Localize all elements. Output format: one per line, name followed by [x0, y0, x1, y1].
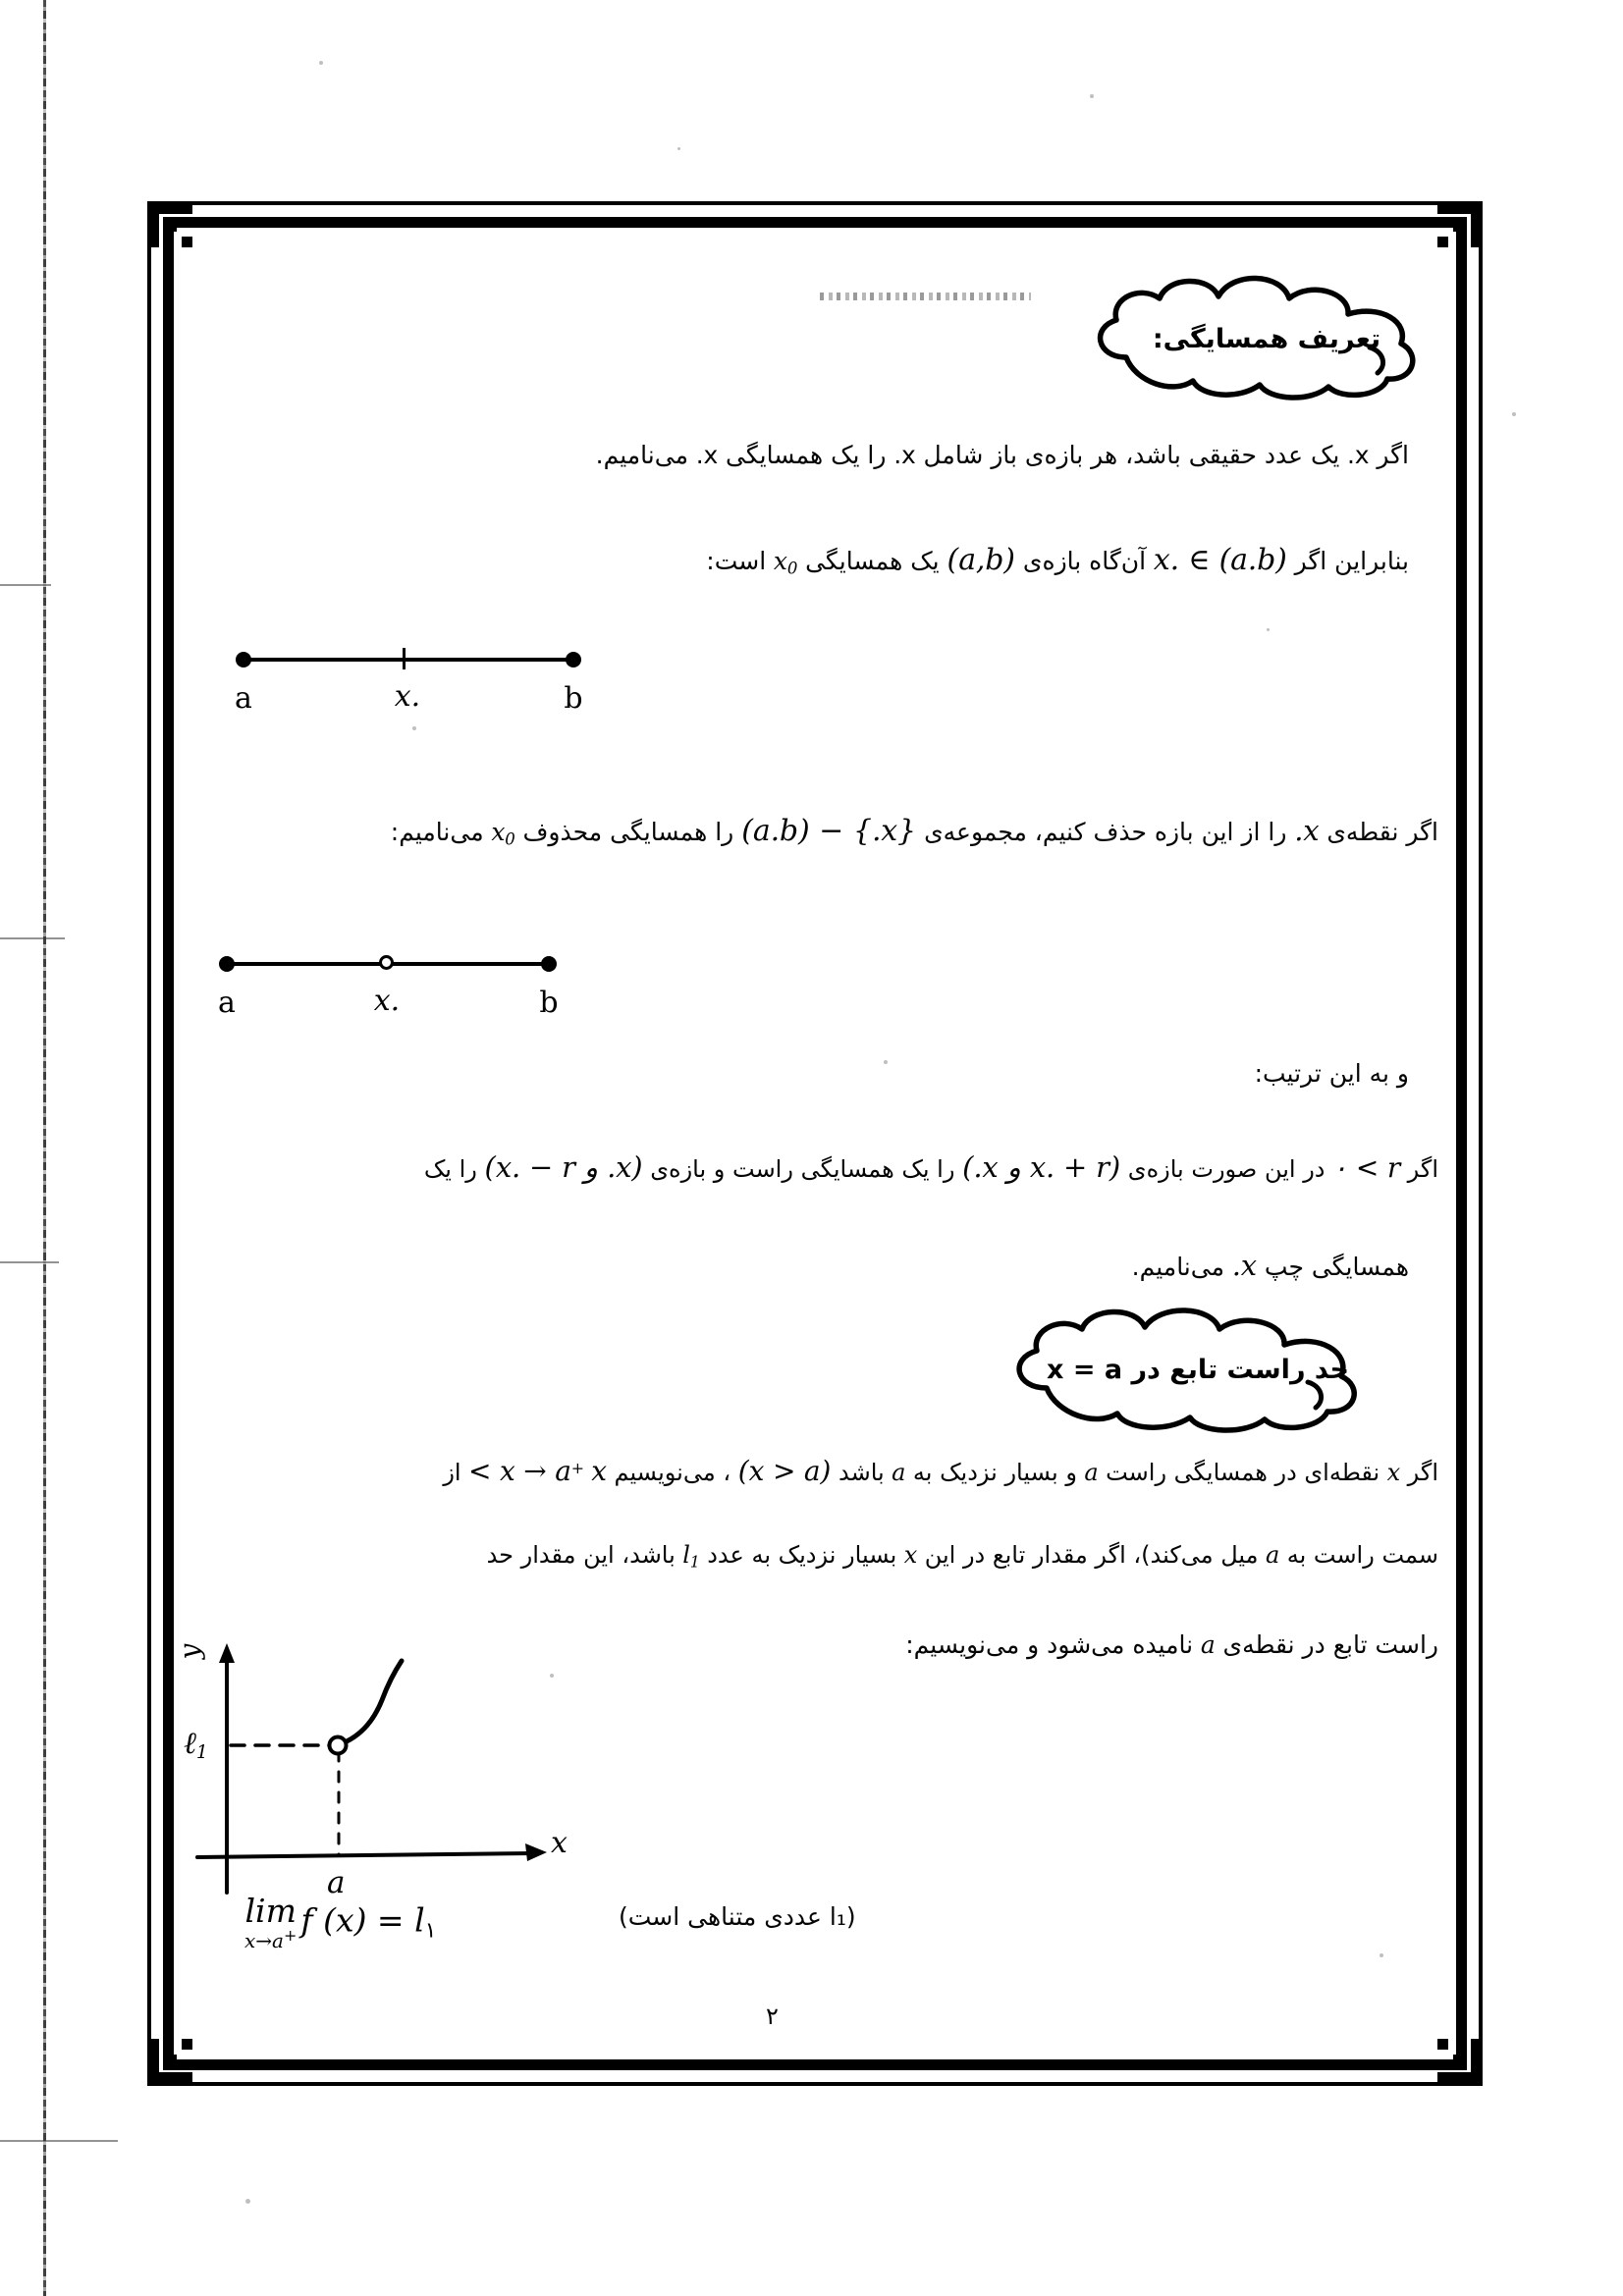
numberline-endpoint-b-dot	[566, 652, 581, 667]
p8-l-sub: 1	[689, 1552, 700, 1572]
numberline-label-a: a	[235, 681, 252, 716]
p5-r-condition: r > ٠	[1332, 1151, 1401, 1184]
limit-body: f (x) = l	[300, 1900, 425, 1940]
paragraph-right-limit-def-1	[191, 1445, 1438, 1497]
scan-tick	[0, 937, 65, 939]
numberline-deleted-neighborhood	[219, 942, 612, 1031]
numberline-label-b: b	[564, 681, 583, 716]
p8-b: میل می‌کند)، اگر مقدار تابع در این	[924, 1541, 1259, 1569]
p5-c: را یک همسایگی راست و بازه‌ی	[650, 1155, 955, 1183]
p8-d: باشد، این مقدار حد	[486, 1541, 676, 1569]
scan-edge-artifact	[43, 0, 46, 2296]
limit-body-sub: ۱	[424, 1918, 437, 1944]
p2-x0: x	[773, 547, 787, 575]
paragraph-left-right-neighborhood	[191, 1141, 1438, 1195]
p6-a: همسایگی چپ	[1264, 1253, 1409, 1281]
numberline-endpoint-a-dot	[219, 956, 235, 972]
paragraph-1-text: اگر x. یک عدد حقیقی باشد، هر بازه‌ی باز شامل x. را یک همسایگی x. می‌نامیم.	[595, 441, 1409, 469]
numberline-open-interval	[236, 638, 628, 726]
paragraph-deleted-neighborhood	[191, 803, 1438, 859]
p6-b: می‌نامیم.	[1131, 1253, 1224, 1281]
p3-x0: x	[491, 818, 506, 846]
p2-x0-sub: 0	[786, 559, 798, 578]
p5-b: در این صورت بازه‌ی	[1127, 1155, 1325, 1183]
graph-canvas	[170, 1629, 582, 1924]
p3-d: می‌نامیم:	[390, 818, 484, 846]
p7-a3: a	[892, 1459, 906, 1486]
p3-x0-sub: 0	[505, 829, 515, 849]
numberline-segment	[242, 658, 573, 662]
frame-corner-top-left	[149, 204, 192, 247]
p3-x: x.	[1294, 814, 1320, 847]
callout-right-limit-label: حد راست تابع در x = a	[1047, 1355, 1349, 1385]
paragraph-neighborhood-definition	[191, 432, 1409, 479]
paragraph-right-limit-def-2	[191, 1533, 1438, 1578]
scan-speck	[1090, 94, 1094, 98]
frame-corner-bottom-right	[1437, 2039, 1481, 2082]
figure-right-limit-graph	[170, 1629, 582, 1924]
p2-math-interval: (a,b)	[947, 543, 1015, 577]
p7-x: x	[1386, 1459, 1401, 1486]
limit-word: lim	[244, 1892, 297, 1930]
p2-end: است:	[706, 547, 767, 575]
numberline-label-x0: x.	[373, 984, 401, 1018]
p7-a: اگر	[1407, 1459, 1438, 1486]
p4-text: و به این ترتیب:	[1254, 1059, 1409, 1088]
page-content	[173, 245, 1438, 2042]
p5-d: را یک	[423, 1155, 477, 1183]
p5-a: اگر	[1407, 1155, 1438, 1183]
scan-tick	[0, 584, 51, 586]
numberline-endpoint-a-dot	[236, 652, 251, 667]
scan-smudge-header	[820, 293, 1031, 300]
p7-d: باشد	[839, 1459, 885, 1486]
p8-l: l	[682, 1541, 690, 1569]
open-circle-point	[330, 1737, 347, 1754]
p9-a: راست تابع در نقطه‌ی	[1222, 1630, 1438, 1659]
page-number: ۲	[766, 2002, 779, 2030]
p2-post: یک همسایگی	[805, 547, 940, 575]
x-axis-arrowhead	[525, 1843, 547, 1861]
p7-c: و بسیار نزدیک به	[912, 1459, 1077, 1486]
callout-neighborhood-definition-label: تعریف همسایگی:	[1152, 324, 1381, 354]
p3-math-set-difference: {x.} − (a.b)	[741, 814, 917, 848]
p7-a2: a	[1084, 1459, 1099, 1486]
p7-b: نقطه‌ای در همسایگی راست	[1106, 1459, 1380, 1486]
numberline-label-a: a	[218, 986, 236, 1020]
numberline-tick-x0	[403, 648, 406, 669]
p7-condition: (x > a)	[737, 1455, 832, 1487]
numberline-endpoint-b-dot	[541, 956, 557, 972]
p7-f: از	[443, 1459, 461, 1486]
callout-right-limit-heading	[992, 1304, 1404, 1431]
limit-operator	[244, 1892, 298, 1953]
scan-speck	[677, 147, 680, 150]
finite-number-note: (l₁ عددی متناهی است)	[619, 1902, 856, 1931]
callout-neighborhood-definition	[1075, 271, 1458, 399]
p8-x: x	[903, 1541, 918, 1569]
numberline-open-circle-x0	[379, 955, 394, 970]
p5-interval-right: (x. + r و x.)	[962, 1150, 1121, 1184]
scan-speck	[245, 2199, 250, 2204]
frame-corner-top-right	[1437, 204, 1481, 247]
p3-a: اگر نقطه‌ی	[1326, 818, 1438, 846]
p2-pre: بنابراین اگر	[1294, 547, 1409, 575]
x-axis	[197, 1853, 533, 1857]
p7-arrow-expr: x → a	[499, 1455, 571, 1487]
scan-tick	[0, 2140, 118, 2142]
p2-mid: آن‌گاه بازه‌ی	[1022, 547, 1147, 575]
paragraph-therefore	[191, 532, 1409, 588]
limit-formula	[243, 1892, 437, 1953]
paragraph-left-neighborhood-name	[191, 1239, 1409, 1293]
graph-point-a-label: a	[327, 1865, 346, 1900]
p9-a2: a	[1200, 1630, 1216, 1659]
scan-speck	[319, 61, 323, 65]
p5-interval-left: (x. و x. − r)	[484, 1150, 643, 1184]
p6-x: x.	[1231, 1249, 1257, 1282]
p7-gt: x >	[468, 1455, 607, 1487]
numberline-label-x0: x.	[394, 679, 421, 714]
numberline-label-b: b	[539, 986, 559, 1020]
p3-c: را همسایگی محذوف	[522, 818, 734, 846]
p8-c: بسیار نزدیک به عدد	[707, 1541, 897, 1569]
graph-limit-value-label: ℓ$_1$	[184, 1726, 208, 1764]
graph-x-axis-label: x	[551, 1826, 568, 1860]
p2-math-membership: x. ∈ (a.b)	[1153, 543, 1287, 577]
limit-subscript: x→a+	[244, 1926, 298, 1953]
scan-speck	[1512, 412, 1516, 416]
p3-b: را از این بازه حذف کنیم، مجموعه‌ی	[924, 818, 1287, 846]
p7-e: ، می‌نویسیم	[614, 1459, 731, 1486]
graph-y-axis-label: y	[173, 1643, 206, 1660]
scan-tick	[0, 1261, 59, 1263]
paragraph-and-thus	[191, 1050, 1409, 1097]
p8-a2: a	[1265, 1541, 1280, 1569]
p7-plus-superscript: +	[570, 1458, 584, 1477]
y-axis-arrowhead	[219, 1643, 235, 1663]
p8-a: سمت راست به	[1286, 1541, 1438, 1569]
function-curve	[347, 1661, 402, 1741]
frame-corner-bottom-left	[149, 2039, 192, 2082]
p9-b: نامیده می‌شود و می‌نویسیم:	[905, 1630, 1194, 1659]
